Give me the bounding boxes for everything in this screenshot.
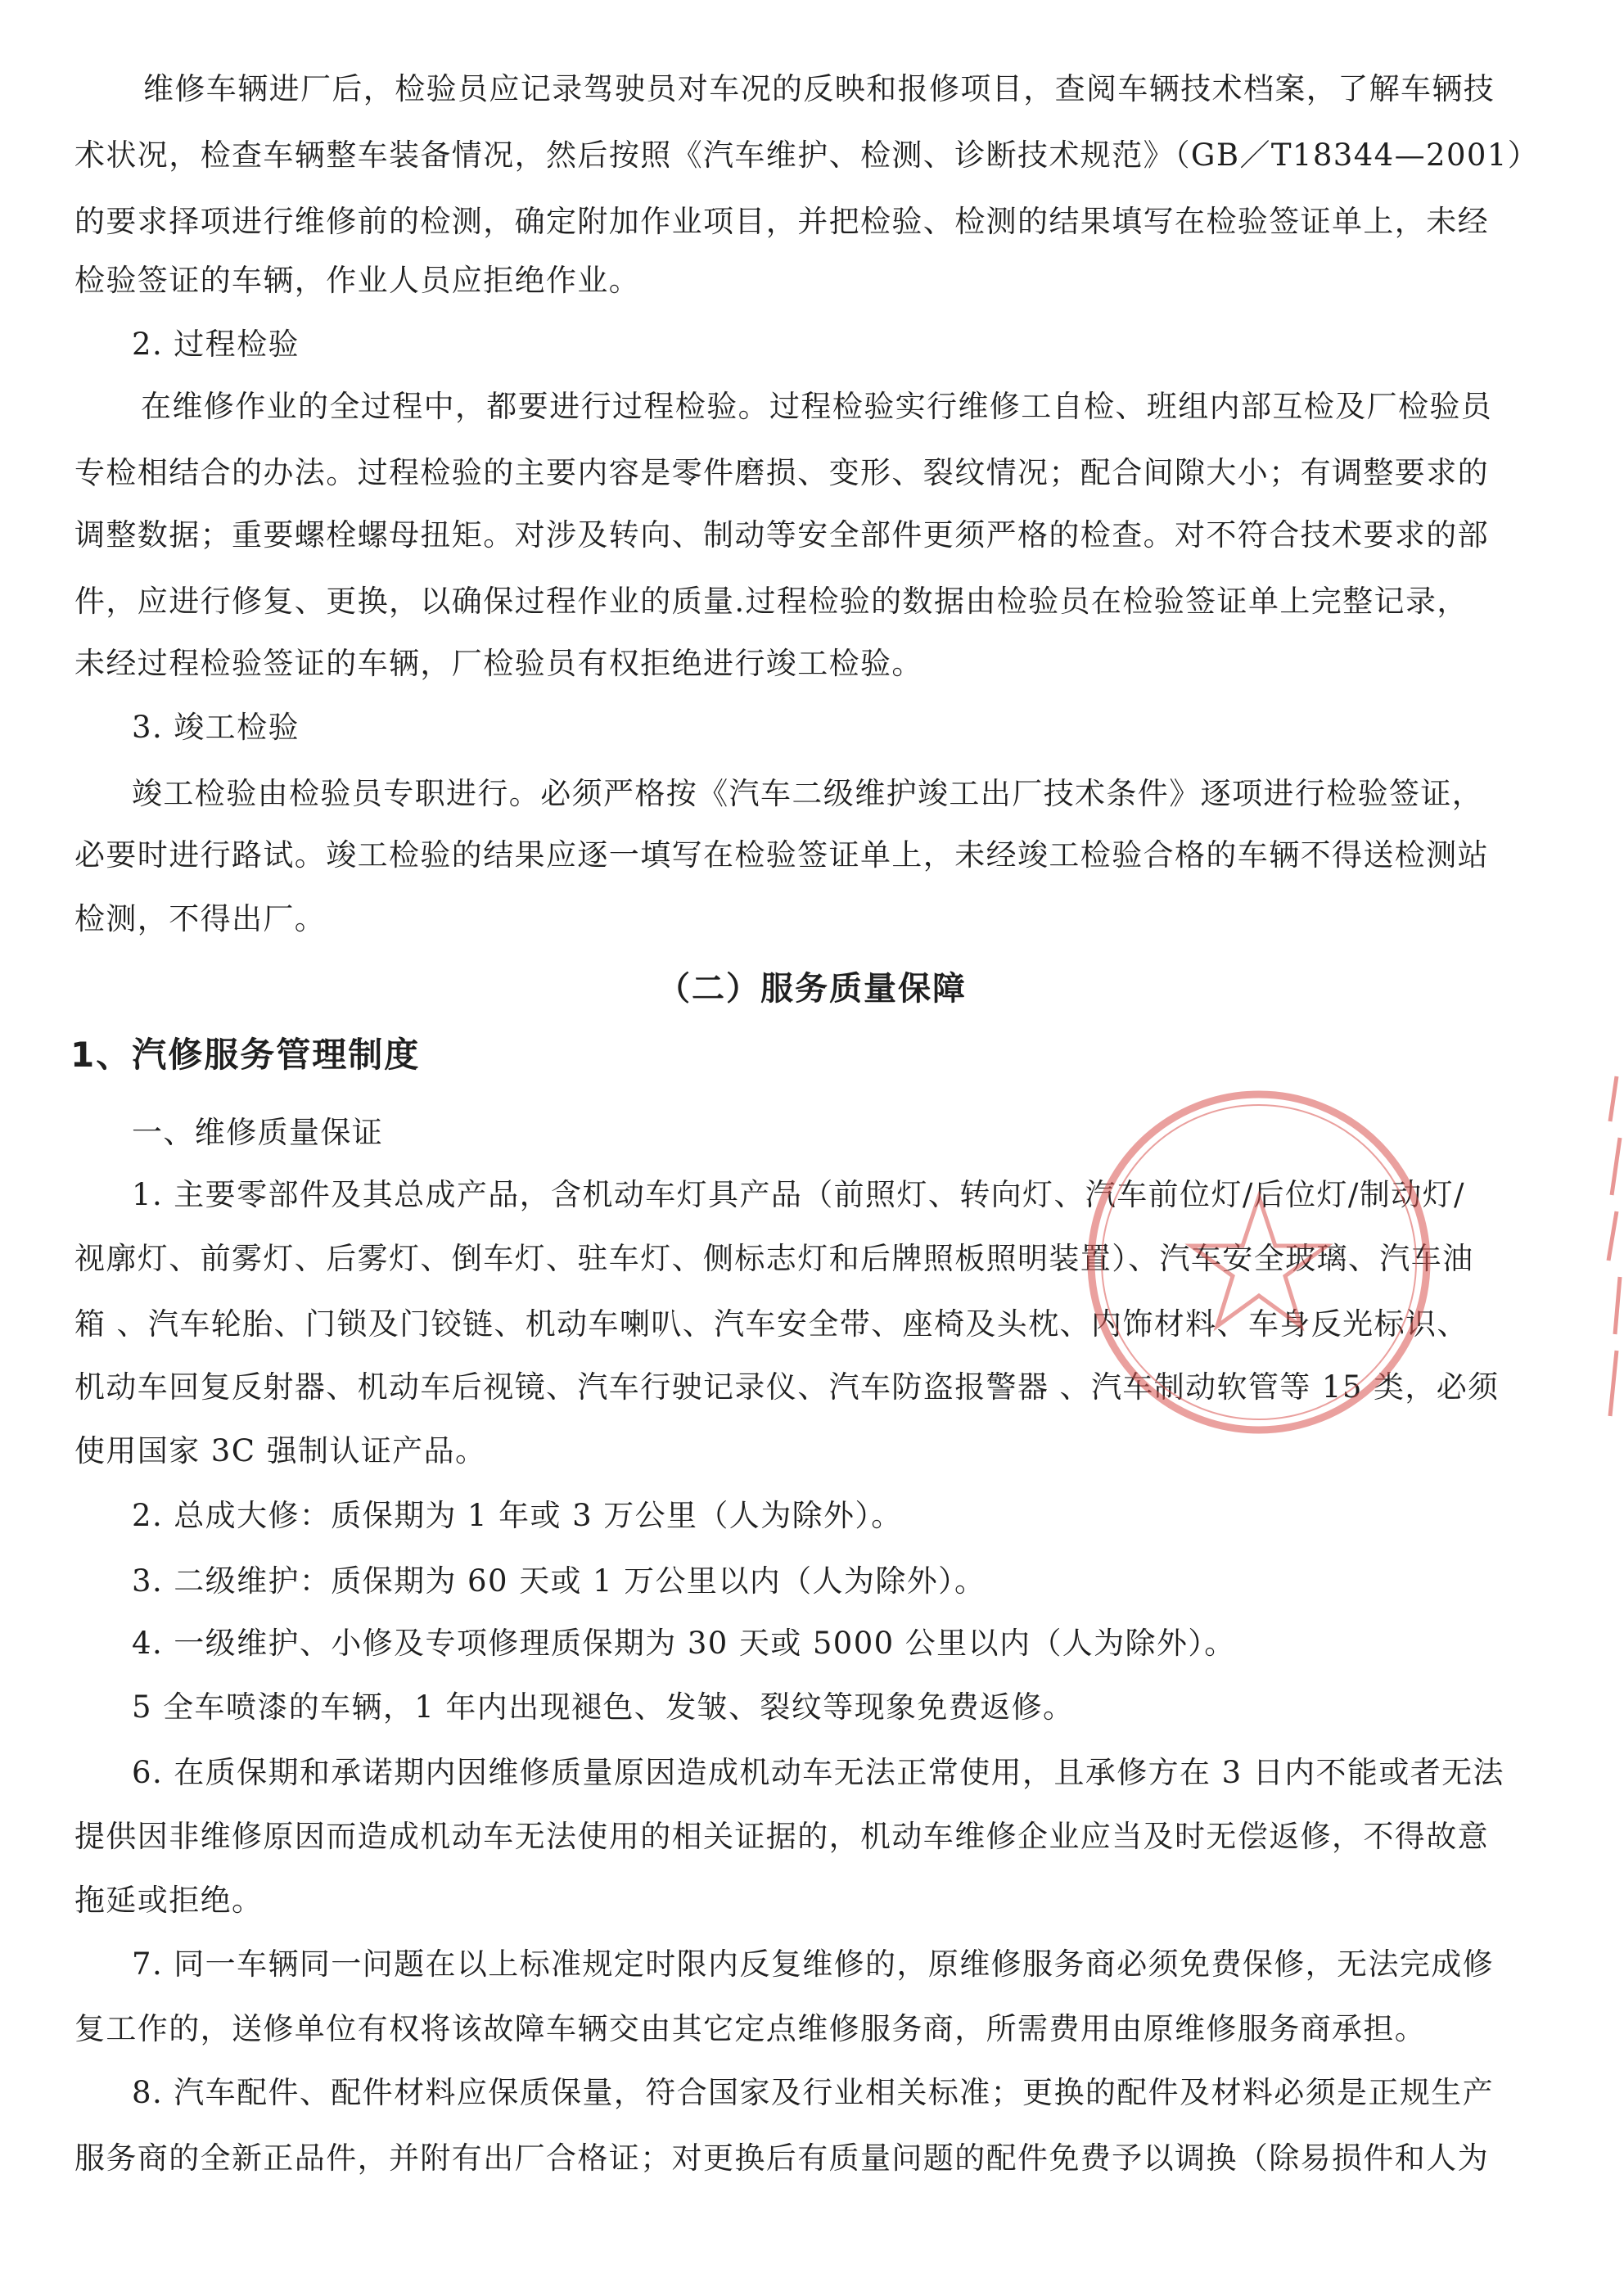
text-line: 复工作的，送修单位有权将该故障车辆交由其它定点维修服务商，所需费用由原维修服务商承担。 <box>74 2011 1427 2046</box>
text-line: 使用国家 3C 强制认证产品。 <box>74 1433 487 1468</box>
edge-seal-fragment <box>1592 1072 1624 1424</box>
text-line: 竣工检验由检验员专职进行。必须严格按《汽车二级维护竣工出厂技术条件》逐项进行检验签证， <box>132 776 1484 811</box>
text-line: 检验签证的车辆，作业人员应拒绝作业。 <box>74 263 641 298</box>
section-subtitle: 2. 过程检验 <box>132 327 300 362</box>
text-line: 服务商的全新正品件，并附有出厂合格证；对更换后有质量问题的配件免费予以调换（除易损件和人为 <box>74 2140 1489 2176</box>
text-line: 3. 二级维护：质保期为 60 天或 1 万公里以内（人为除外）。 <box>132 1563 986 1599</box>
section-heading: （二）服务质量保障 <box>657 970 967 1008</box>
chapter-heading: 1、汽修服务管理制度 <box>70 1035 421 1075</box>
text-line: 件，应进行修复、更换，以确保过程作业的质量.过程检验的数据由检验员在检验签证单上完整记录， <box>74 584 1468 619</box>
text-line: 6. 在质保期和承诺期内因维修质量原因造成机动车无法正常使用，且承修方在 3 日内不能或者无法 <box>132 1755 1504 1790</box>
section-subtitle: 一、维修质量保证 <box>132 1115 384 1150</box>
text-line: 拖延或拒绝。 <box>74 1883 264 1918</box>
text-line: 机动车回复反射器、机动车后视镜、汽车行驶记录仪、汽车防盗报警器 、汽车制动软管等 15 类，必须 <box>74 1369 1500 1405</box>
text-line: 在维修作业的全过程中，都要进行过程检验。过程检验实行维修工自检、班组内部互检及厂检验员 <box>141 389 1493 424</box>
text-line: 检测，不得出厂。 <box>74 901 327 936</box>
text-line: 术状况，检查车辆整车装备情况，然后按照《汽车维护、检测、诊断技术规范》（GB／T18344—2001） <box>74 138 1540 173</box>
text-line: 未经过程检验签证的车辆，厂检验员有权拒绝进行竣工检验。 <box>74 646 923 681</box>
text-line: 4. 一级维护、小修及专项修理质保期为 30 天或 5000 公里以内（人为除外）。 <box>132 1626 1236 1661</box>
section-subtitle: 3. 竣工检验 <box>132 710 300 745</box>
text-line: 7. 同一车辆同一问题在以上标准规定时限内反复维修的，原维修服务商必须免费保修，无法完成修 <box>132 1946 1495 1982</box>
text-line: 维修车辆进厂后，检验员应记录驾驶员对车况的反映和报修项目，查阅车辆技术档案，了解车辆技 <box>143 71 1495 106</box>
text-line: 箱 、汽车轮胎、门锁及门铰链、机动车喇叭、汽车安全带、座椅及头枕、内饰材料、车身反光标识、 <box>74 1306 1468 1342</box>
text-line: 提供因非维修原因而造成机动车无法使用的相关证据的，机动车维修企业应当及时无偿返修，不得故意 <box>74 1819 1489 1854</box>
text-line: 视廓灯、前雾灯、后雾灯、倒车灯、驻车灯、侧标志灯和后牌照板照明装置）、汽车安全玻璃、汽车油 <box>74 1241 1474 1276</box>
text-line: 5 全车喷漆的车辆，1 年内出现褪色、发皱、裂纹等现象免费返修。 <box>132 1689 1075 1725</box>
text-line: 1. 主要零部件及其总成产品，含机动车灯具产品（前照灯、转向灯、汽车前位灯/后位灯/制动灯/ <box>132 1177 1465 1212</box>
text-line: 8. 汽车配件、配件材料应保质保量，符合国家及行业相关标准；更换的配件及材料必须是正规生产 <box>132 2075 1495 2110</box>
text-line: 2. 总成大修：质保期为 1 年或 3 万公里（人为除外）。 <box>132 1498 903 1533</box>
text-line: 的要求择项进行维修前的检测，确定附加作业项目，并把检验、检测的结果填写在检验签证单上，未经 <box>74 204 1489 239</box>
text-line: 必要时进行路试。竣工检验的结果应逐一填写在检验签证单上，未经竣工检验合格的车辆不得送检测站 <box>74 837 1489 873</box>
text-line: 专检相结合的办法。过程检验的主要内容是零件磨损、变形、裂纹情况；配合间隙大小；有调整要求的 <box>74 455 1489 490</box>
text-line: 调整数据；重要螺栓螺母扭矩。对涉及转向、制动等安全部件更须严格的检查。对不符合技术要求的部 <box>74 517 1489 553</box>
